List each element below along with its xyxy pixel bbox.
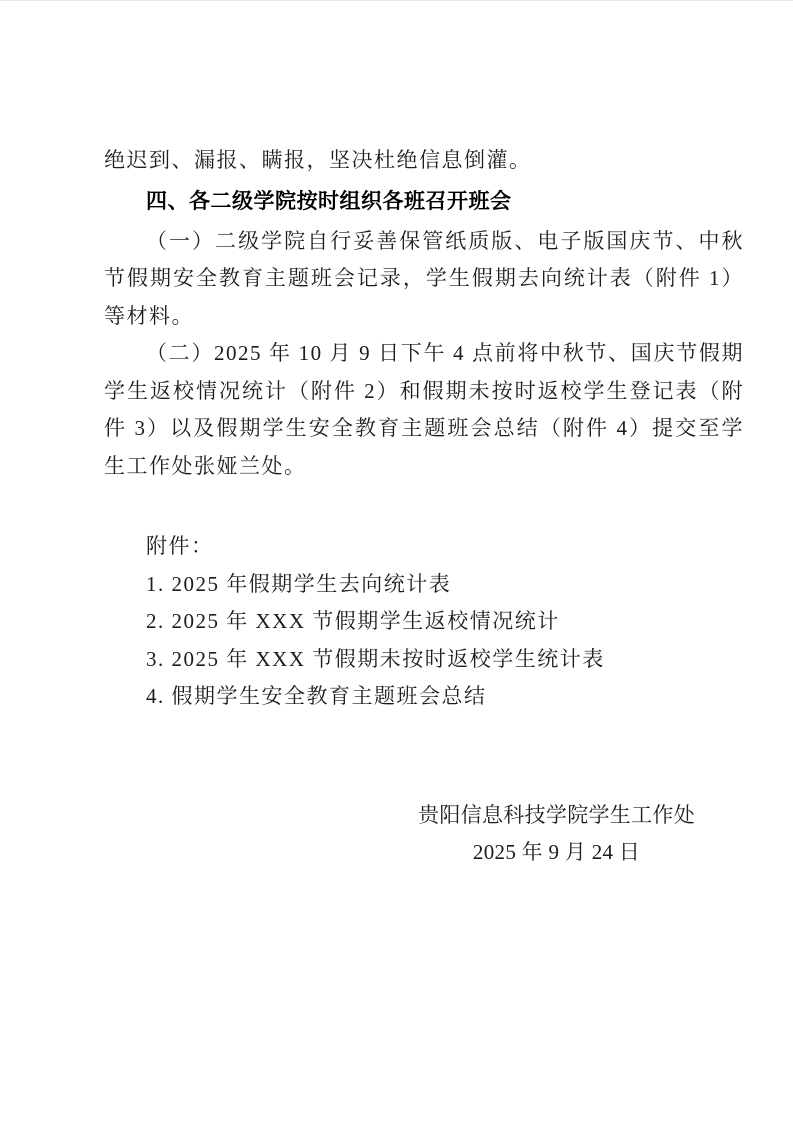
paragraph-continuation: 绝迟到、漏报、瞒报，坚决杜绝信息倒灌。 <box>104 148 532 172</box>
paragraph-item-one: （一）二级学院自行妥善保管纸质版、电子版国庆节、中秋节假期安全教育主题班会记录，学生假期去向统计表（附件 1）等材料。 <box>104 228 744 328</box>
paragraph-item-two: （二）2025 年 10 月 9 日下午 4 点前将中秋节、国庆节假期学生返校情况统计（附件 2）和假期未按时返校学生登记表（附件 3）以及假期学生安全教育主题班会总结（附件 4）提交至学生工作处张娅兰处。 <box>104 341 744 478</box>
attachment-item-1: 1. 2025 年假期学生去向统计表 <box>146 571 452 596</box>
attachments-label: 附件： <box>146 534 214 558</box>
signature-inner <box>418 797 695 872</box>
attachment-item-2: 2. 2025 年 XXX 节假期学生返校情况统计 <box>146 609 560 633</box>
attachment-item-3: 3. 2025 年 XXX 节假期未按时返校学生统计表 <box>146 646 605 671</box>
signature-organization: 贵阳信息科技学院学生工作处 <box>418 802 695 827</box>
signature-block <box>104 797 744 872</box>
section-heading: 四、各二级学院按时组织各班召开班会 <box>146 189 512 213</box>
attachment-item-4: 4. 假期学生安全教育主题班会总结 <box>146 684 487 708</box>
signature-date: 2025 年 9 月 24 日 <box>472 840 641 864</box>
